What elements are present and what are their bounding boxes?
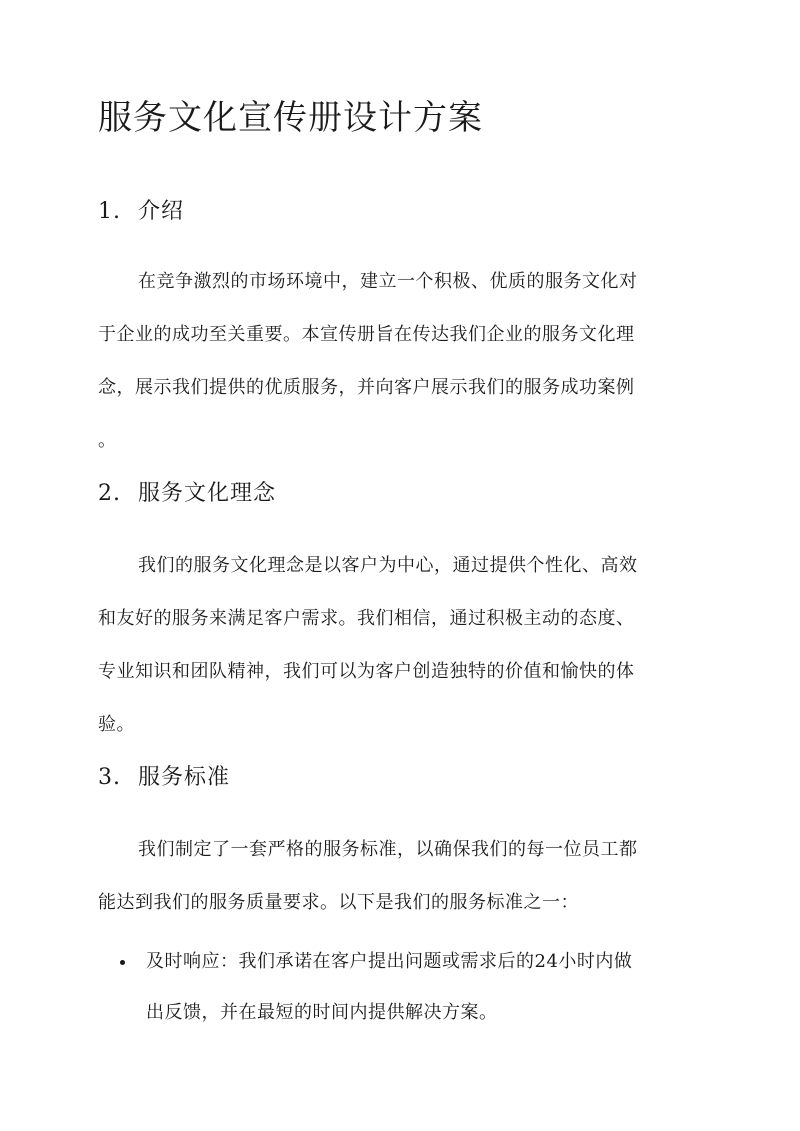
section-title: 服务标准 [138, 765, 231, 790]
paragraph-line: 我们的服务文化理念是以客户为中心，通过提供个性化、高效 [138, 555, 638, 576]
paragraph-line: 。 [98, 430, 117, 451]
paragraph-line: 能达到我们的服务质量要求。以下是我们的服务标准之一： [98, 892, 579, 913]
bullet-line: 及时响应：我们承诺在客户提出问题或需求后的24小时内做 [146, 951, 633, 972]
list-item [98, 944, 702, 1031]
paragraph-service-culture [98, 548, 702, 743]
paragraph-line: 在竞争激烈的市场环境中，建立一个积极、优质的服务文化对 [138, 271, 638, 292]
paragraph-line: 念，展示我们提供的优质服务，并向客户展示我们的服务成功案例 [98, 377, 635, 398]
section-heading-service-standards [98, 762, 230, 794]
section-title: 服务文化理念 [138, 481, 277, 506]
section-number: 3. [98, 765, 121, 790]
paragraph-line: 于企业的成功至关重要。本宣传册旨在传达我们企业的服务文化理 [98, 324, 635, 345]
paragraph-line: 我们制定了一套严格的服务标准，以确保我们的每一位员工都 [138, 839, 638, 860]
document-title: 服务文化宣传册设计方案 [98, 98, 483, 138]
bullet-icon [120, 960, 125, 965]
bullet-line: 出反馈，并在最短的时间内提供解决方案。 [146, 1002, 498, 1023]
section-number: 2. [98, 481, 121, 506]
paragraph-line: 和友好的服务来满足客户需求。我们相信，通过积极主动的态度、 [98, 608, 635, 629]
section-number: 1. [98, 199, 121, 224]
section-heading-service-culture [98, 478, 276, 510]
paragraph-introduction [98, 264, 702, 459]
section-heading-introduction [98, 196, 184, 228]
section-title: 介绍 [138, 199, 185, 224]
paragraph-line: 专业知识和团队精神，我们可以为客户创造独特的价值和愉快的体 [98, 661, 635, 682]
paragraph-service-standards [98, 832, 702, 921]
paragraph-line: 验。 [98, 714, 135, 735]
